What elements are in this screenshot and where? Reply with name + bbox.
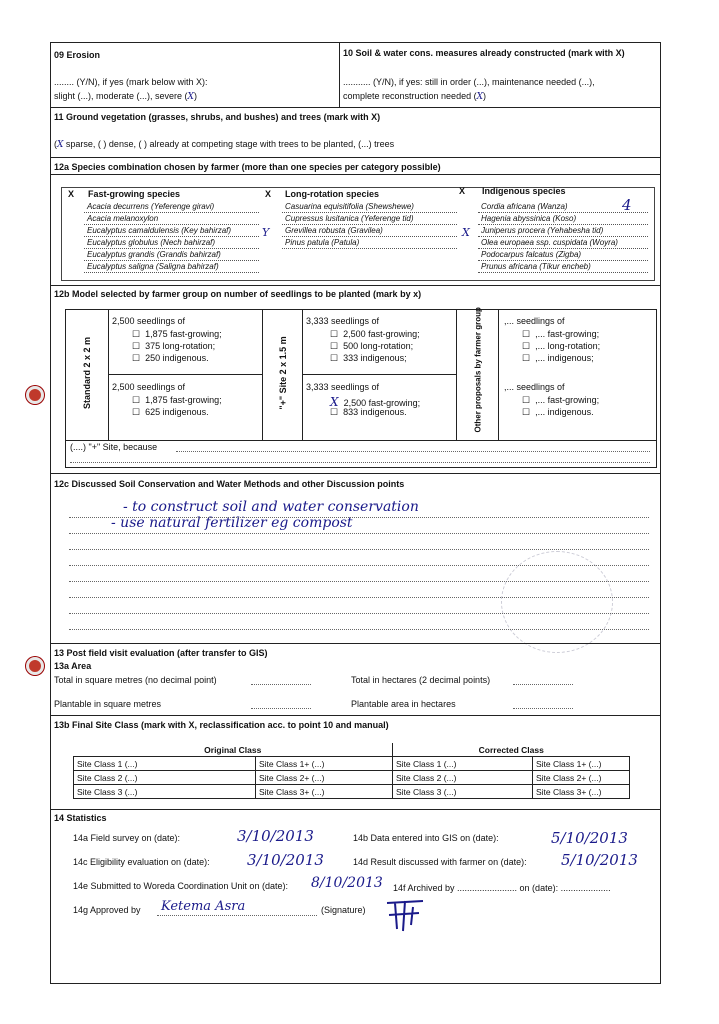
col2-list <box>282 201 457 249</box>
eligibility-label: 14c Eligibility evaluation on (date): <box>73 857 210 867</box>
s10-mark: X <box>476 92 483 102</box>
archived-label: 14f Archived by ........................ on (date): .................... <box>393 883 611 893</box>
oth-b-l2: ☐ ,... indigenous. <box>522 407 594 417</box>
std-b-head: 2,500 seedlings of <box>112 382 186 392</box>
table-cell: Site Class 2+ (...) <box>256 771 393 785</box>
table-cell: Site Class 2+ (...) <box>533 771 630 785</box>
table-cell: Site Class 3 (...) <box>74 785 256 799</box>
plantable-ha-label: Plantable area in hectares <box>351 699 456 709</box>
section-12c-title: 12c Discussed Soil Conservation and Water Methods and other Discussion points <box>54 479 405 489</box>
discussion-line-1: - to construct soil and water conservation <box>123 499 419 515</box>
oth-b-head: ,... seedlings of <box>504 382 565 392</box>
section-13a-title: 13a Area <box>54 661 92 671</box>
table-cell: Site Class 2 (...) <box>393 771 533 785</box>
list-item: Olea europaea ssp. cuspidata (Woyra) <box>478 237 648 249</box>
section-09-title: 09 Erosion <box>54 50 101 60</box>
punch-hole-top <box>26 386 44 404</box>
std-a-head: 2,500 seedlings of <box>112 316 186 326</box>
total-ha-label: Total in hectares (2 decimal points) <box>351 675 491 685</box>
section-13b-title: 13b Final Site Class (mark with X, reclassification acc. to point 10 and manual) <box>54 720 389 730</box>
punch-hole-bottom <box>26 657 44 675</box>
other-label: Other proposals by farmer group <box>473 307 483 433</box>
table-row <box>74 785 630 799</box>
submitted-woreda-label: 14e Submitted to Woreda Coordination Unit on (date): <box>73 881 288 891</box>
indig-mark: 4 <box>622 196 632 214</box>
col1-header: Fast-growing species <box>88 189 181 199</box>
gis-entered-label: 14b Data entered into GIS on (date): <box>353 833 499 843</box>
table-cell: Site Class 1+ (...) <box>256 757 393 771</box>
list-item: Prunus africana (Tikur encheb) <box>478 261 648 273</box>
s10-line2: complete reconstruction needed (X) <box>343 91 486 102</box>
signature-mark <box>383 895 429 935</box>
table-cell: Site Class 2 (...) <box>74 771 256 785</box>
list-item: Grevillea robusta (Gravilea) <box>282 225 457 237</box>
list-item: Podocarpus falcatus (Zigba) <box>478 249 648 261</box>
list-item: Juniperus procera (Yehabesha tid) <box>478 225 648 237</box>
list-item: Eucalyptus grandis (Grandis bahirzaf) <box>84 249 259 261</box>
list-item: Eucalyptus globulus (Nech bahirzaf) <box>84 237 259 249</box>
list-item: Eucalyptus camaldulensis (Key bahirzaf) <box>84 225 259 237</box>
signature-label: (Signature) <box>321 905 366 915</box>
eligibility-date: 3/10/2013 <box>247 851 324 869</box>
col2-header: Long-rotation species <box>285 189 380 199</box>
species-table <box>61 187 655 281</box>
section-13-title: 13 Post field visit evaluation (after transfer to GIS) <box>54 648 268 658</box>
col1-list <box>84 201 259 273</box>
list-item: Pinus patula (Patula) <box>282 237 457 249</box>
approver-name: Ketema Asra <box>161 899 246 914</box>
oth-a-l1: ☐ ,... fast-growing; <box>522 329 600 339</box>
section-14-title: 14 Statistics <box>54 813 107 823</box>
plus-site-label: "+" Site 2 x 1.5 m <box>278 336 288 410</box>
s09-yn: ........ (Y/N), if yes (mark below with X): <box>54 77 208 87</box>
table-cell: Site Class 1+ (...) <box>533 757 630 771</box>
plus-b-l1: X 2,500 fast-growing; <box>330 395 421 409</box>
s09-mark: X <box>187 92 194 102</box>
table-cell: Site Class 1 (...) <box>74 757 256 771</box>
list-item: Eucalyptus saligna (Saligna bahirzaf) <box>84 261 259 273</box>
fast-grev-mark: Y <box>262 226 270 239</box>
std-a-l2: ☐ 375 long-rotation; <box>132 341 216 351</box>
std-b-l1: ☐ 1,875 fast-growing; <box>132 395 222 405</box>
section-11-title: 11 Ground vegetation (grasses, shrubs, and bushes) and trees (mark with X) <box>54 112 381 122</box>
because-label: (....) "+" Site, because <box>70 442 158 452</box>
list-item: Casuarina equisitifolia (Shewshewe) <box>282 201 457 213</box>
table-cell: Site Class 3 (...) <box>393 785 533 799</box>
oth-a-head: ,... seedlings of <box>504 316 565 326</box>
field-survey-label: 14a Field survey on (date): <box>73 833 181 843</box>
s10-yn: ........... (Y/N), if yes: still in order (...), maintenance needed (...), <box>343 77 595 87</box>
list-item: Cordia africana (Wanza) <box>478 201 648 213</box>
section-10-title: 10 Soil & water cons. measures already constructed (mark with X) <box>343 48 625 58</box>
section-12b-title: 12b Model selected by farmer group on number of seedlings to be planted (mark by x) <box>54 289 422 299</box>
plus-a-l2: ☐ 500 long-rotation; <box>330 341 414 351</box>
submitted-woreda-date: 8/10/2013 <box>311 875 383 891</box>
col3-header: Indigenous species <box>482 186 566 196</box>
list-item: Acacia melanoxylon <box>84 213 259 225</box>
plus-a-head: 3,333 seedlings of <box>306 316 380 326</box>
corrected-class-header: Corrected Class <box>393 743 630 757</box>
stamp-seal <box>501 551 613 653</box>
table-cell: Site Class 1 (...) <box>393 757 533 771</box>
plus-b-head: 3,333 seedlings of <box>306 382 380 392</box>
total-sqm-label: Total in square metres (no decimal point) <box>54 675 217 685</box>
list-item: Hagenia abyssinica (Koso) <box>478 213 648 225</box>
plus-b-mark: X <box>330 395 339 409</box>
plus-b-l2: ☐ 833 indigenous. <box>330 407 407 417</box>
col3-x: X <box>459 186 466 196</box>
original-class-header: Original Class <box>74 743 393 757</box>
std-a-l3: ☐ 250 indigenous. <box>132 353 209 363</box>
plus-a-l3: ☐ 333 indigenous; <box>330 353 407 363</box>
standard-label: Standard 2 x 2 m <box>82 336 92 410</box>
table-row <box>74 771 630 785</box>
model-box <box>65 309 657 468</box>
std-b-l2: ☐ 625 indigenous. <box>132 407 209 417</box>
oth-a-l3: ☐ ,... indigenous; <box>522 353 594 363</box>
gis-entered-date: 5/10/2013 <box>551 829 628 847</box>
s09-levels: slight (...), moderate (...), severe (X) <box>54 91 197 102</box>
list-item: Cupressus lusitanica (Yeferenge tid) <box>282 213 457 225</box>
s11-text: (X sparse, ( ) dense, ( ) already at competing stage with trees to be planted, (...) trees <box>54 139 395 150</box>
form-page <box>50 42 661 984</box>
site-class-table <box>73 743 630 799</box>
result-discussed-label: 14d Result discussed with farmer on (date): <box>353 857 527 867</box>
table-row <box>74 757 630 771</box>
oth-b-l1: ☐ ,... fast-growing; <box>522 395 600 405</box>
oth-a-l2: ☐ ,... long-rotation; <box>522 341 601 351</box>
s11-mark: X <box>57 140 64 150</box>
std-a-l1: ☐ 1,875 fast-growing; <box>132 329 222 339</box>
approved-label: 14g Approved by <box>73 905 141 915</box>
result-discussed-date: 5/10/2013 <box>561 851 638 869</box>
field-survey-date: 3/10/2013 <box>237 827 314 845</box>
list-item: Acacia decurrens (Yeferenge giravi) <box>84 201 259 213</box>
plus-a-l1: ☐ 2,500 fast-growing; <box>330 329 420 339</box>
col1-x: X <box>68 189 75 199</box>
col2-x: X <box>265 189 272 199</box>
long-grev-mark: X <box>462 226 470 239</box>
table-cell: Site Class 3+ (...) <box>256 785 393 799</box>
plantable-sqm-label: Plantable in square metres <box>54 699 162 709</box>
discussion-line-2: - use natural fertilizer eg compost <box>111 515 353 531</box>
section-12a-title: 12a Species combination chosen by farmer (more than one species per category possible) <box>54 162 441 172</box>
table-cell: Site Class 3+ (...) <box>533 785 630 799</box>
